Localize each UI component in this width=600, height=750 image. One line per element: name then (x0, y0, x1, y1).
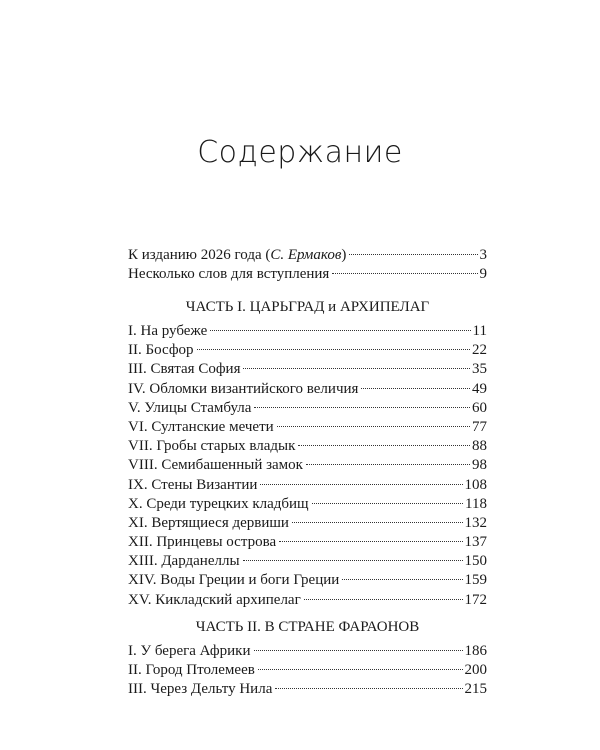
toc-entry[interactable] (128, 591, 487, 610)
toc-entry[interactable] (128, 552, 487, 571)
dot-leader (279, 541, 462, 542)
toc-entry[interactable] (128, 680, 487, 699)
dot-leader (275, 688, 462, 689)
toc-entry-page: 22 (472, 342, 487, 359)
toc-entry-label: XIV. Воды Греции и боги Греции (128, 572, 340, 589)
toc-entry-page: 150 (464, 553, 487, 570)
toc-entry-label: II. Босфор (128, 342, 194, 359)
part-heading: ЧАСТЬ I. ЦАРЬГРАД и АРХИПЕЛАГ (185, 299, 430, 315)
toc-entry-label: XV. Кикладский архипелаг (128, 591, 301, 608)
toc-entry-label: VIII. Семибашенный замок (128, 457, 303, 474)
toc-entry-label: Несколько слов для вступления (128, 266, 330, 283)
dot-leader (312, 503, 463, 504)
toc-entry-page: 3 (479, 247, 487, 263)
dot-leader (243, 560, 463, 561)
toc-entry-label: К изданию 2026 года (С. Ермаков) (128, 247, 347, 263)
toc-entry-page: 159 (464, 572, 487, 589)
toc-entry[interactable] (128, 661, 487, 680)
toc-entry-page: 35 (472, 361, 487, 378)
dot-leader (258, 669, 463, 670)
dot-leader (260, 484, 462, 485)
toc-entry-page: 49 (472, 380, 487, 397)
toc-entry[interactable] (128, 456, 487, 475)
toc-entry[interactable] (128, 341, 487, 360)
toc-entry[interactable] (128, 418, 487, 437)
toc-entry-label: VII. Гробы старых владык (128, 438, 296, 455)
toc-entry-label: VI. Султанские мечети (128, 418, 274, 435)
toc-entry-author: С. Ермаков (270, 247, 342, 263)
toc-entry[interactable] (128, 495, 487, 514)
dot-leader (210, 330, 470, 331)
page-title: Содержание (197, 135, 403, 170)
toc-entry-label: III. Через Дельту Нила (128, 681, 273, 698)
toc-entry-label: XII. Принцевы острова (128, 534, 277, 551)
toc-entry[interactable] (128, 399, 487, 418)
toc-entry-page: 172 (464, 591, 487, 608)
dot-leader (306, 464, 470, 465)
toc-entry-page: 215 (464, 681, 487, 698)
part-heading: ЧАСТЬ II. В СТРАНЕ ФАРАОНОВ (195, 619, 420, 635)
dot-leader (304, 599, 463, 600)
toc-entry[interactable] (128, 246, 487, 265)
toc-entry[interactable] (128, 514, 487, 533)
dot-leader (342, 579, 462, 580)
dot-leader (298, 445, 470, 446)
toc-entry[interactable] (128, 265, 487, 284)
toc-entry-page: 137 (464, 534, 487, 551)
toc-entry-label: V. Улицы Стамбула (128, 399, 252, 416)
toc-entry-page: 11 (472, 323, 487, 339)
dot-leader (361, 388, 470, 389)
dot-leader (332, 273, 477, 274)
toc-entry-label: IX. Стены Византии (128, 476, 258, 493)
toc-entry[interactable] (128, 533, 487, 552)
dot-leader (349, 254, 477, 255)
toc-intro (128, 246, 487, 284)
toc-entry[interactable] (128, 571, 487, 590)
toc-entry-page: 200 (464, 662, 487, 679)
dot-leader (254, 407, 470, 408)
toc-entry-page: 186 (464, 643, 487, 659)
toc-part-2-entries (128, 642, 487, 700)
toc-entry-page: 98 (472, 457, 487, 474)
toc-entry-page: 118 (465, 495, 487, 512)
toc-entry-page: 9 (479, 266, 487, 283)
dot-leader (292, 522, 463, 523)
dot-leader (277, 426, 470, 427)
toc-entry[interactable] (128, 380, 487, 399)
toc-entry-label: II. Город Птолемеев (128, 662, 255, 679)
toc-entry-page: 132 (464, 514, 487, 531)
toc-entry[interactable] (128, 437, 487, 456)
toc-entry-label: XIII. Дарданеллы (128, 553, 240, 570)
toc-entry-label: I. На рубеже (128, 323, 208, 339)
toc-entry-page: 88 (472, 438, 487, 455)
toc-entry[interactable] (128, 642, 487, 661)
toc-entry[interactable] (128, 476, 487, 495)
toc-entry-page: 77 (472, 418, 487, 435)
toc-part-1-entries (128, 322, 487, 610)
toc-entry[interactable] (128, 322, 487, 341)
toc-entry-label: XI. Вертящиеся дервиши (128, 514, 289, 531)
toc-entry[interactable] (128, 360, 487, 379)
toc-entry-label: X. Среди турецких кладбищ (128, 495, 309, 512)
dot-leader (197, 349, 470, 350)
dot-leader (243, 368, 470, 369)
dot-leader (254, 650, 463, 651)
toc-entry-label: I. У берега Африки (128, 643, 251, 659)
toc-entry-page: 60 (472, 399, 487, 416)
toc-entry-label: IV. Обломки византийского величия (128, 380, 359, 397)
toc-entry-label: III. Святая София (128, 361, 241, 378)
toc-entry-page: 108 (464, 476, 487, 493)
